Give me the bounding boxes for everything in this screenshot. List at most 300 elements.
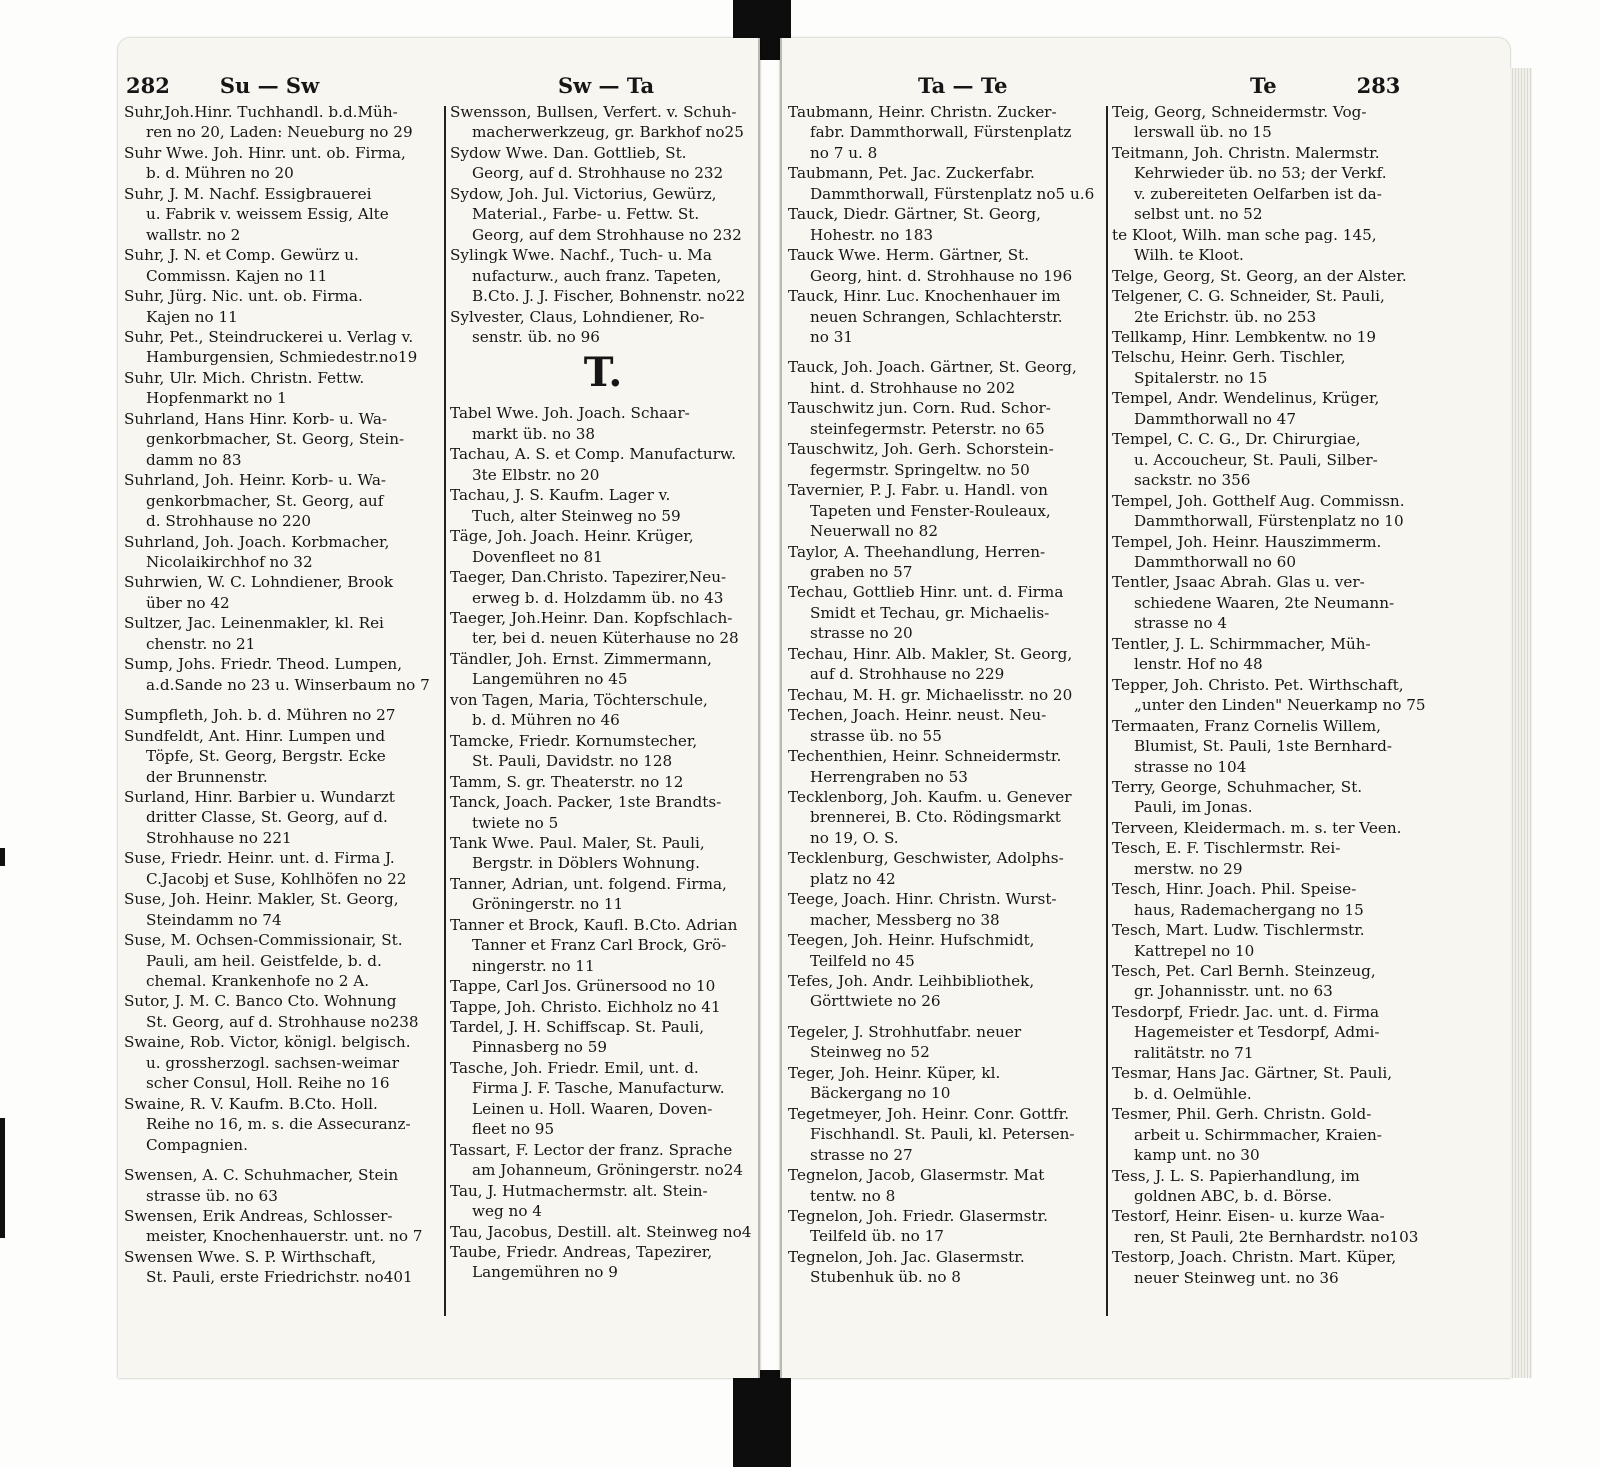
entry-continuation-line: St. Pauli, Davidstr. no 128 <box>472 752 673 771</box>
directory-entry <box>450 245 756 306</box>
head-range-left: Su — Sw <box>219 72 320 98</box>
entry-continuation-line: macherwerkzeug, gr. Barkhof no25 <box>472 123 744 142</box>
page-number: 282 <box>126 72 170 98</box>
entry-continuation-line: haus, Rademachergang no 15 <box>1134 900 1364 919</box>
entry-name-line: Tamcke, Friedr. Kornumstecher, <box>450 731 698 750</box>
entry-name-line: Tauck, Diedr. Gärtner, St. Georg, <box>788 205 1041 224</box>
directory-entry <box>1112 572 1432 633</box>
directory-entry <box>1112 286 1432 327</box>
entry-continuation-line: Gröningerstr. no 11 <box>472 895 624 914</box>
entry-continuation-line: Tanner et Franz Carl Brock, Grö- <box>472 936 727 955</box>
directory-entry <box>1112 675 1432 716</box>
directory-entry <box>1112 1063 1432 1104</box>
directory-entry <box>124 409 440 470</box>
entry-continuation-line: St. Georg, auf d. Strohhause no238 <box>146 1012 419 1031</box>
directory-entry <box>450 444 756 485</box>
directory-entry <box>788 644 1104 685</box>
entry-name-line: Tändler, Joh. Ernst. Zimmermann, <box>450 649 712 668</box>
entry-name-line: Tabel Wwe. Joh. Joach. Schaar- <box>450 404 690 423</box>
left-running-head <box>126 68 436 102</box>
entry-name-line: Sutor, J. M. C. Banco Cto. Wohnung <box>124 992 397 1011</box>
entry-continuation-line: Spitalerstr. no 15 <box>1134 368 1268 387</box>
entry-continuation-line: hint. d. Strohhause no 202 <box>810 378 1016 397</box>
entry-name-line: Tauschwitz, Joh. Gerh. Schorstein- <box>788 440 1054 459</box>
entry-continuation-line: no 19, O. S. <box>810 828 899 847</box>
entry-continuation-line: strasse üb. no 55 <box>810 726 942 745</box>
entry-name-line: Sultzer, Jac. Leinenmakler, kl. Rei <box>124 614 384 633</box>
entry-continuation-line: selbst unt. no 52 <box>1134 205 1263 224</box>
entry-continuation-line: brennerei, B. Cto. Rödingsmarkt <box>810 808 1061 827</box>
directory-entry <box>450 184 756 245</box>
entry-continuation-line: erweg b. d. Holzdamm üb. no 43 <box>472 588 724 607</box>
entry-continuation-line: über no 42 <box>146 593 230 612</box>
entry-name-line: Tauck Wwe. Herm. Gärtner, St. <box>788 246 1030 265</box>
entry-name-line: Sydow Wwe. Dan. Gottlieb, St. <box>450 143 687 162</box>
entry-continuation-line: Pauli, im Jonas. <box>1134 798 1253 817</box>
entry-name-line: Sumpfleth, Joh. b. d. Mühren no 27 <box>124 706 396 725</box>
page-edge <box>1510 68 1532 1378</box>
directory-entry <box>450 1017 756 1058</box>
entry-name-line: Techau, M. H. gr. Michaelisstr. no 20 <box>788 685 1073 704</box>
directory-entry <box>1112 102 1432 143</box>
entry-name-line: Sundfeldt, Ant. Hinr. Lumpen und <box>124 726 386 745</box>
entry-continuation-line: Görttwiete no 26 <box>810 992 941 1011</box>
entry-name-line: Suse, M. Ochsen-Commissionair, St. <box>124 931 403 950</box>
gutter-line <box>758 38 760 1378</box>
entry-continuation-line: strasse no 104 <box>1134 757 1247 776</box>
left-page-column-1 <box>124 102 440 1288</box>
entry-continuation-line: Georg, auf d. Strohhause no 232 <box>472 164 724 183</box>
entry-continuation-line: Hamburgensien, Schmiedestr.no19 <box>146 348 418 367</box>
directory-entry <box>1112 266 1432 286</box>
entry-name-line: Sylvester, Claus, Lohndiener, Ro- <box>450 307 705 326</box>
head-range-right: Sw — Ta <box>558 72 655 98</box>
entry-name-line: Tau, J. Hutmachermstr. alt. Stein- <box>450 1181 708 1200</box>
column-rule <box>1106 106 1108 1316</box>
entry-name-line: Tegnelon, Jacob, Glasermstr. Mat <box>788 1166 1045 1185</box>
section-letter: T. <box>583 349 623 397</box>
entry-name-line: Tanner, Adrian, unt. folgend. Firma, <box>450 874 727 893</box>
entry-name-line: Taylor, A. Theehandlung, Herren- <box>788 542 1046 561</box>
directory-entry <box>788 685 1104 705</box>
entry-continuation-line: „unter den Linden" Neuerkamp no 75 <box>1134 696 1426 715</box>
entry-name-line: Tanner et Brock, Kaufl. B.Cto. Adrian <box>450 915 738 934</box>
directory-entry <box>1112 143 1432 225</box>
entry-name-line: Tesch, Mart. Ludw. Tischlermstr. <box>1112 921 1365 940</box>
entry-continuation-line: u. grossherzogl. sachsen-weimar <box>146 1053 399 1072</box>
entry-name-line: Suhr, Jürg. Nic. unt. ob. Firma. <box>124 287 363 306</box>
entry-continuation-line: scher Consul, Holl. Reihe no 16 <box>146 1074 390 1093</box>
entry-name-line: Testorp, Joach. Christn. Mart. Küper, <box>1112 1248 1397 1267</box>
directory-entry <box>788 542 1104 583</box>
entry-continuation-line: Firma J. F. Tasche, Manufacturw. <box>472 1079 725 1098</box>
entry-continuation-line: Dammthorwall, Fürstenplatz no 10 <box>1134 512 1404 531</box>
entry-name-line: Tecklenburg, Geschwister, Adolphs- <box>788 849 1064 868</box>
entry-continuation-line: schiedene Waaren, 2te Neumann- <box>1134 593 1395 612</box>
entry-continuation-line: no 31 <box>810 327 854 346</box>
entry-continuation-line: nufacturw., auch franz. Tapeten, <box>472 266 722 285</box>
entry-continuation-line: Teilfeld üb. no 17 <box>810 1227 944 1246</box>
entry-name-line: Tesch, E. F. Tischlermstr. Rei- <box>1112 839 1341 858</box>
entry-name-line: von Tagen, Maria, Töchterschule, <box>450 690 708 709</box>
entry-continuation-line: Blumist, St. Pauli, 1ste Bernhard- <box>1134 737 1393 756</box>
directory-entry <box>450 649 756 690</box>
directory-entry <box>450 1140 756 1181</box>
margin-mark <box>0 1118 5 1238</box>
entry-continuation-line: ningerstr. no 11 <box>472 956 595 975</box>
directory-entry <box>450 567 756 608</box>
entry-gap <box>124 1155 440 1165</box>
entry-name-line: Tegnelon, Joh. Friedr. Glasermstr. <box>788 1207 1048 1226</box>
left-page-column-2 <box>450 102 756 1283</box>
entry-continuation-line: Fischhandl. St. Pauli, kl. Petersen- <box>810 1125 1075 1144</box>
directory-entry <box>124 368 440 409</box>
entry-name-line: Teger, Joh. Heinr. Küper, kl. <box>788 1063 1001 1082</box>
entry-name-line: Tecklenborg, Joh. Kaufm. u. Genever <box>788 787 1072 806</box>
entry-continuation-line: Langemühren no 9 <box>472 1263 618 1282</box>
entry-continuation-line: b. d. Oelmühle. <box>1134 1084 1252 1103</box>
entry-continuation-line: Compagnien. <box>146 1135 248 1154</box>
directory-entry <box>450 690 756 731</box>
entry-continuation-line: fegermstr. Springeltw. no 50 <box>810 460 1030 479</box>
left-running-head-right <box>558 68 738 102</box>
entry-continuation-line: Tuch, alter Steinweg no 59 <box>472 506 681 525</box>
entry-continuation-line: tentw. no 8 <box>810 1186 896 1205</box>
entry-name-line: Tappe, Carl Jos. Grünersood no 10 <box>450 977 716 996</box>
directory-entry <box>124 889 440 930</box>
left-page <box>118 38 760 1378</box>
entry-continuation-line: Nicolaikirchhof no 32 <box>146 552 313 571</box>
entry-continuation-line: graben no 57 <box>810 562 913 581</box>
column-rule <box>444 106 446 1316</box>
entry-name-line: Sump, Johs. Friedr. Theod. Lumpen, <box>124 655 403 674</box>
directory-entry <box>124 654 440 695</box>
directory-entry <box>788 398 1104 439</box>
entry-continuation-line: Dammthorwall no 60 <box>1134 552 1296 571</box>
directory-entry <box>1112 777 1432 818</box>
entry-name-line: Suse, Joh. Heinr. Makler, St. Georg, <box>124 890 399 909</box>
entry-name-line: Tegeler, J. Strohhutfabr. neuer <box>788 1022 1022 1041</box>
directory-entry <box>1112 429 1432 490</box>
entry-name-line: Telschu, Heinr. Gerh. Tischler, <box>1112 348 1346 367</box>
directory-entry <box>788 163 1104 204</box>
entry-name-line: Teig, Georg, Schneidermstr. Vog- <box>1112 103 1367 121</box>
directory-entry <box>450 792 756 833</box>
entry-continuation-line: Steinweg no 52 <box>810 1043 930 1062</box>
directory-entry <box>1112 818 1432 838</box>
entry-continuation-line: der Brunnenstr. <box>146 767 268 786</box>
entry-name-line: Swensen, Erik Andreas, Schlosser- <box>124 1207 393 1226</box>
entry-continuation-line: goldnen ABC, b. d. Börse. <box>1134 1187 1332 1206</box>
entry-name-line: Suhrland, Hans Hinr. Korb- u. Wa- <box>124 409 388 428</box>
entry-name-line: Tesmar, Hans Jac. Gärtner, St. Pauli, <box>1112 1064 1393 1083</box>
entry-continuation-line: ren, St Pauli, 2te Bernhardstr. no103 <box>1134 1227 1419 1246</box>
entry-name-line: Tesdorpf, Friedr. Jac. unt. d. Firma <box>1112 1002 1380 1021</box>
page-number: 283 <box>1356 72 1401 98</box>
entry-continuation-line: Langemühren no 45 <box>472 670 628 689</box>
directory-entry <box>788 1022 1104 1063</box>
directory-entry <box>1112 1166 1432 1207</box>
entry-continuation-line: genkorbmacher, St. Georg, auf <box>146 491 384 510</box>
directory-entry <box>124 572 440 613</box>
entry-continuation-line: strasse no 4 <box>1134 614 1228 633</box>
right-page-column-1 <box>788 102 1104 1288</box>
entry-continuation-line: weg no 4 <box>472 1202 542 1221</box>
directory-entry <box>450 102 756 143</box>
directory-entry <box>1112 961 1432 1002</box>
entry-name-line: Tassart, F. Lector der franz. Sprache <box>450 1140 733 1159</box>
entry-name-line: Sydow, Joh. Jul. Victorius, Gewürz, <box>450 184 717 203</box>
entry-name-line: Tachau, A. S. et Comp. Manufacturw. <box>450 445 736 464</box>
entry-name-line: Taubmann, Pet. Jac. Zuckerfabr. <box>788 164 1035 183</box>
directory-entry <box>124 726 440 787</box>
entry-continuation-line: ren no 20, Laden: Neueburg no 29 <box>146 123 413 142</box>
entry-name-line: Suhr, J. N. et Comp. Gewürz u. <box>124 246 359 265</box>
directory-entry <box>450 976 756 996</box>
entry-continuation-line: lerswall üb. no 15 <box>1134 123 1272 142</box>
directory-entry <box>1112 1206 1432 1247</box>
entry-name-line: Taube, Friedr. Andreas, Tapezirer, <box>450 1243 713 1262</box>
entry-name-line: Suhrland, Joh. Joach. Korbmacher, <box>124 532 390 551</box>
entry-name-line: Tesmer, Phil. Gerh. Christn. Gold- <box>1112 1105 1372 1124</box>
entry-name-line: Tentler, Jsaac Abrah. Glas u. ver- <box>1112 573 1365 592</box>
entry-continuation-line: Smidt et Techau, gr. Michaelis- <box>810 603 1050 622</box>
entry-name-line: Suhrland, Joh. Heinr. Korb- u. Wa- <box>124 471 387 490</box>
entry-name-line: Tavernier, P. J. Fabr. u. Handl. von <box>788 481 1048 500</box>
directory-entry <box>788 746 1104 787</box>
directory-entry <box>124 1206 440 1247</box>
entry-continuation-line: Material., Farbe- u. Fettw. St. <box>472 205 700 224</box>
directory-entry <box>450 874 756 915</box>
entry-continuation-line: Pinnasberg no 59 <box>472 1038 608 1057</box>
directory-entry <box>1112 388 1432 429</box>
directory-entry <box>788 971 1104 1012</box>
entry-continuation-line: Hopfenmarkt no 1 <box>146 389 287 408</box>
directory-entry <box>450 526 756 567</box>
entry-name-line: Tappe, Joh. Christo. Eichholz no 41 <box>450 997 721 1016</box>
entry-name-line: Techau, Gottlieb Hinr. unt. d. Firma <box>788 583 1064 602</box>
entry-name-line: Täge, Joh. Joach. Heinr. Krüger, <box>450 527 694 546</box>
entry-continuation-line: u. Fabrik v. weissem Essig, Alte <box>146 205 389 224</box>
entry-continuation-line: dritter Classe, St. Georg, auf d. <box>146 808 388 827</box>
entry-continuation-line: Pauli, am heil. Geistfelde, b. d. <box>146 951 382 970</box>
directory-entry <box>1112 347 1432 388</box>
directory-entry <box>450 307 756 348</box>
entry-continuation-line: twiete no 5 <box>472 813 559 832</box>
spine-bottom <box>733 1370 791 1467</box>
entry-name-line: Suhr, Pet., Steindruckerei u. Verlag v. <box>124 327 414 346</box>
directory-entry <box>1112 491 1432 532</box>
entry-name-line: Suhr, J. M. Nachf. Essigbrauerei <box>124 184 372 203</box>
entry-name-line: Tesch, Hinr. Joach. Phil. Speise- <box>1112 880 1357 899</box>
entry-continuation-line: ralitätstr. no 71 <box>1134 1043 1254 1062</box>
entry-continuation-line: am Johanneum, Gröningerstr. no24 <box>472 1161 744 1180</box>
entry-continuation-line: Kajen no 11 <box>146 307 238 326</box>
entry-name-line: Tempel, C. C. G., Dr. Chirurgiae, <box>1112 430 1361 449</box>
directory-entry <box>788 1165 1104 1206</box>
directory-entry <box>124 930 440 991</box>
directory-entry <box>1112 532 1432 573</box>
entry-name-line: Termaaten, Franz Cornelis Willem, <box>1112 716 1381 735</box>
right-page <box>780 38 1510 1378</box>
entry-name-line: Tesch, Pet. Carl Bernh. Steinzeug, <box>1112 962 1376 981</box>
entry-name-line: Suhr,Joh.Hinr. Tuchhandl. b.d.Müh- <box>124 103 398 121</box>
directory-entry <box>1112 838 1432 879</box>
entry-continuation-line: u. Accoucheur, St. Pauli, Silber- <box>1134 450 1378 469</box>
entry-continuation-line: b. d. Mühren no 20 <box>146 164 294 183</box>
entry-continuation-line: 3te Elbstr. no 20 <box>472 465 600 484</box>
entry-continuation-line: auf d. Strohhause no 229 <box>810 665 1005 684</box>
entry-continuation-line: Kattrepel no 10 <box>1134 941 1255 960</box>
entry-continuation-line: Georg, hint. d. Strohhause no 196 <box>810 266 1073 285</box>
entry-name-line: Telge, Georg, St. Georg, an der Alster. <box>1112 266 1407 285</box>
entry-name-line: Testorf, Heinr. Eisen- u. kurze Waa- <box>1112 1207 1385 1226</box>
entry-name-line: Techau, Hinr. Alb. Makler, St. Georg, <box>788 644 1073 663</box>
entry-continuation-line: Kehrwieder üb. no 53; der Verkf. <box>1134 164 1387 183</box>
directory-entry <box>124 1165 440 1206</box>
entry-gap <box>788 1012 1104 1022</box>
entry-continuation-line: Commissn. Kajen no 11 <box>146 266 328 285</box>
directory-entry <box>450 1222 756 1242</box>
entry-name-line: Tentler, J. L. Schirmmacher, Müh- <box>1112 634 1371 653</box>
entry-continuation-line: Tapeten und Fenster-Rouleaux, <box>810 501 1051 520</box>
entry-continuation-line: Wilh. te Kloot. <box>1134 246 1244 265</box>
entry-continuation-line: Reihe no 16, m. s. die Assecuranz- <box>146 1115 411 1134</box>
directory-entry <box>1112 716 1432 777</box>
entry-continuation-line: Strohhause no 221 <box>146 828 292 847</box>
directory-entry <box>124 1094 440 1155</box>
entry-continuation-line: strasse no 27 <box>810 1145 913 1164</box>
margin-mark <box>0 848 5 866</box>
entry-name-line: Tau, Jacobus, Destill. alt. Steinweg no4 <box>450 1222 752 1241</box>
entry-name-line: Tank Wwe. Paul. Maler, St. Pauli, <box>450 833 705 852</box>
entry-continuation-line: steinfegermstr. Peterstr. no 65 <box>810 419 1045 438</box>
entry-name-line: Terry, George, Schuhmacher, St. <box>1112 777 1363 796</box>
directory-entry <box>450 485 756 526</box>
entry-name-line: Swaine, R. V. Kaufm. B.Cto. Holl. <box>124 1094 378 1113</box>
entry-name-line: Tanck, Joach. Packer, 1ste Brandts- <box>450 793 722 812</box>
directory-entry <box>788 582 1104 643</box>
directory-entry <box>124 787 440 848</box>
entry-name-line: Suhr, Ulr. Mich. Christn. Fettw. <box>124 368 365 387</box>
head-range-left: Ta — Te <box>918 72 1008 98</box>
directory-entry <box>124 470 440 531</box>
entry-continuation-line: kamp unt. no 30 <box>1134 1146 1260 1165</box>
entry-continuation-line: arbeit u. Schirmmacher, Kraien- <box>1134 1125 1382 1144</box>
entry-continuation-line: a.d.Sande no 23 u. Winserbaum no 7 <box>146 675 430 694</box>
directory-entry <box>788 930 1104 971</box>
entry-continuation-line: Dammthorwall no 47 <box>1134 409 1296 428</box>
directory-entry <box>450 915 756 976</box>
directory-entry <box>788 204 1104 245</box>
entry-continuation-line: genkorbmacher, St. Georg, Stein- <box>146 430 405 449</box>
entry-continuation-line: Leinen u. Holl. Waaren, Doven- <box>472 1099 713 1118</box>
entry-continuation-line: neuen Schrangen, Schlachterstr. <box>810 307 1063 326</box>
entry-name-line: Swensen, A. C. Schuhmacher, Stein <box>124 1166 399 1185</box>
directory-entry <box>788 480 1104 541</box>
entry-continuation-line: wallstr. no 2 <box>146 225 241 244</box>
entry-continuation-line: merstw. no 29 <box>1134 859 1243 878</box>
entry-continuation-line: Bergstr. in Döblers Wohnung. <box>472 854 700 873</box>
entry-name-line: Tardel, J. H. Schiffscap. St. Pauli, <box>450 1018 705 1037</box>
entry-continuation-line: v. zubereiteten Oelfarben ist da- <box>1134 184 1382 203</box>
directory-entry <box>788 286 1104 347</box>
entry-name-line: Tempel, Andr. Wendelinus, Krüger, <box>1112 389 1380 408</box>
directory-entry <box>124 286 440 327</box>
right-page-column-2 <box>1112 102 1432 1288</box>
directory-entry <box>788 1104 1104 1165</box>
entry-continuation-line: sackstr. no 356 <box>1134 471 1251 490</box>
entry-continuation-line: Stubenhuk üb. no 8 <box>810 1268 961 1287</box>
directory-entry <box>450 143 756 184</box>
head-range-right: Te <box>1250 72 1277 98</box>
entry-name-line: Techen, Joach. Heinr. neust. Neu- <box>788 706 1047 725</box>
entry-continuation-line: meister, Knochenhauerstr. unt. no 7 <box>146 1227 423 1246</box>
entry-name-line: Tauck, Joh. Joach. Gärtner, St. Georg, <box>788 358 1077 377</box>
directory-entry <box>788 1206 1104 1247</box>
directory-entry <box>450 1181 756 1222</box>
directory-entry <box>124 1247 440 1288</box>
directory-entry <box>450 1058 756 1140</box>
entry-continuation-line: no 7 u. 8 <box>810 143 878 162</box>
right-running-head-left <box>918 68 1118 102</box>
entry-name-line: Teegen, Joh. Heinr. Hufschmidt, <box>788 931 1035 950</box>
directory-entry <box>788 439 1104 480</box>
entry-continuation-line: chemal. Krankenhofe no 2 A. <box>146 972 370 991</box>
entry-name-line: Suse, Friedr. Heinr. unt. d. Firma J. <box>124 849 395 868</box>
entry-name-line: Terveen, Kleidermach. m. s. ter Veen. <box>1112 818 1402 837</box>
entry-continuation-line: ter, bei d. neuen Küterhause no 28 <box>472 629 739 648</box>
directory-entry <box>124 532 440 573</box>
entry-name-line: Suhrwien, W. C. Lohndiener, Brook <box>124 573 394 592</box>
directory-entry <box>124 848 440 889</box>
directory-entry <box>450 608 756 649</box>
entry-continuation-line: Neuerwall no 82 <box>810 522 938 541</box>
directory-entry <box>788 357 1104 398</box>
entry-name-line: Tellkamp, Hinr. Lembkentw. no 19 <box>1112 327 1377 346</box>
directory-entry <box>788 1063 1104 1104</box>
entry-continuation-line: C.Jacobj et Suse, Kohlhöfen no 22 <box>146 869 407 888</box>
entry-continuation-line: d. Strohhause no 220 <box>146 512 312 531</box>
directory-entry <box>124 613 440 654</box>
directory-entry <box>1112 1247 1432 1288</box>
entry-name-line: Teitmann, Joh. Christn. Malermstr. <box>1112 143 1380 162</box>
directory-entry <box>124 245 440 286</box>
entry-continuation-line: Bäckergang no 10 <box>810 1084 951 1103</box>
entry-continuation-line: fleet no 95 <box>472 1120 555 1139</box>
directory-entry <box>1112 1104 1432 1165</box>
entry-name-line: Tegnelon, Joh. Jac. Glasermstr. <box>788 1247 1025 1266</box>
directory-entry <box>124 327 440 368</box>
entry-name-line: Tempel, Joh. Heinr. Hauszimmerm. <box>1112 532 1382 551</box>
entry-continuation-line: Steindamm no 74 <box>146 910 282 929</box>
entry-continuation-line: strasse üb. no 63 <box>146 1186 278 1205</box>
entry-name-line: Tess, J. L. S. Papierhandlung, im <box>1112 1166 1360 1185</box>
entry-name-line: Surland, Hinr. Barbier u. Wundarzt <box>124 787 395 806</box>
entry-name-line: Taubmann, Heinr. Christn. Zucker- <box>788 103 1057 121</box>
entry-continuation-line: macher, Messberg no 38 <box>810 910 1000 929</box>
directory-entry <box>450 833 756 874</box>
directory-entry <box>1112 225 1432 266</box>
entry-continuation-line: Töpfe, St. Georg, Bergstr. Ecke <box>146 747 386 766</box>
entry-continuation-line: lenstr. Hof no 48 <box>1134 655 1263 674</box>
entry-name-line: Tegetmeyer, Joh. Heinr. Conr. Gottfr. <box>788 1104 1070 1123</box>
entry-continuation-line: Dovenfleet no 81 <box>472 547 603 566</box>
directory-entry <box>788 245 1104 286</box>
entry-name-line: Swaine, Rob. Victor, königl. belgisch. <box>124 1033 411 1052</box>
entry-continuation-line: neuer Steinweg unt. no 36 <box>1134 1268 1339 1287</box>
entry-continuation-line: platz no 42 <box>810 869 896 888</box>
